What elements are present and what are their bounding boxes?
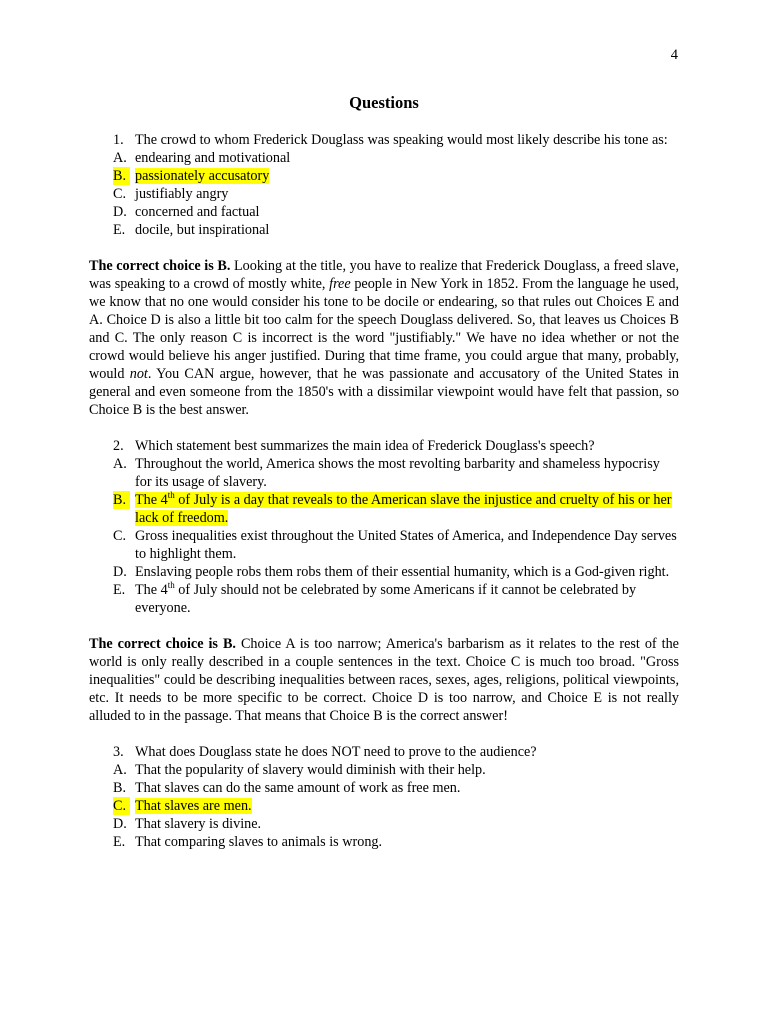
document-body: [89, 131, 679, 851]
answer-explanation-2: [89, 635, 679, 725]
choice-letter: A.: [113, 456, 127, 472]
choice-text: Enslaving people robs them robs them of their essential humanity, which is a God-given right.: [135, 564, 670, 580]
ordinal-suffix: th: [167, 580, 175, 590]
question-number: 2.: [113, 438, 124, 454]
choice-text: That comparing slaves to animals is wrong.: [135, 834, 383, 850]
choice-text: [135, 492, 672, 526]
choice-text: justifiably angry: [135, 186, 229, 202]
explanation-text: people in New York in 1852. From the language he used, we know that no one would consider his tone to be docile or endearing, so that rules out Choices E and A. Choice D is also a little bit too calm for the speech Douglass delivered. So, that leaves us Choices B and C. The only reason C is incorrect is the word "justifiably." We have no idea whether or not the crowd would believe his anger justified. During that time frame, you could argue that many, probably, would: [89, 276, 680, 382]
ordinal-suffix: th: [167, 490, 175, 500]
choice-text: endearing and motivational: [135, 150, 291, 166]
question-text: What does Douglass state he does NOT need to prove to the audience?: [135, 744, 537, 760]
choice-letter: D.: [113, 564, 127, 580]
choice-letter: E.: [113, 582, 126, 598]
choice-text-part: of July is a day that reveals to the American slave the injustice and cruelty of his or her lack of freedom.: [135, 492, 672, 526]
choice-letter: E.: [113, 834, 126, 850]
choice-text: docile, but inspirational: [135, 222, 270, 238]
choice-text: [135, 582, 636, 616]
choice-letter: C.: [113, 528, 127, 544]
choice-a: [89, 149, 679, 167]
choice-e: [89, 833, 679, 851]
choice-text: concerned and factual: [135, 204, 260, 220]
choice-c: [89, 185, 679, 203]
choice-c: [89, 527, 679, 563]
choice-text-part: The 4: [135, 582, 168, 598]
question-3: [89, 743, 679, 761]
choice-letter: C.: [113, 186, 127, 202]
choice-text: That slavery is divine.: [135, 816, 262, 832]
question-1: [89, 131, 679, 149]
correct-choice-label: The correct choice is B.: [89, 636, 236, 652]
explanation-text: . You CAN argue, however, that he was passionate and accusatory of the United States in general and even someone from the 1850's with a dissimilar viewpoint would have felt that passion, so Choice B is the best answer.: [89, 366, 679, 418]
question-text: The crowd to whom Frederick Douglass was speaking would most likely describe his tone as:: [135, 132, 668, 148]
choice-b: [89, 779, 679, 797]
question-text: Which statement best summarizes the main idea of Frederick Douglass's speech?: [135, 438, 595, 454]
choice-text: That slaves can do the same amount of work as free men.: [135, 780, 461, 796]
choice-c: [89, 797, 679, 815]
choice-text: Gross inequalities exist throughout the United States of America, and Independence Day serves to highlight them.: [135, 528, 677, 562]
explanation-emphasis: not: [129, 366, 148, 382]
choice-a: [89, 761, 679, 779]
choice-b: [89, 167, 679, 185]
choice-letter: B.: [113, 780, 127, 796]
choice-list: [89, 455, 679, 617]
choice-letter: B.: [113, 491, 130, 509]
choice-letter: D.: [113, 204, 127, 220]
choice-text: That slaves are men.: [135, 798, 252, 814]
choice-letter: A.: [113, 762, 127, 778]
choice-letter: E.: [113, 222, 126, 238]
question-number: 3.: [113, 744, 124, 760]
answer-explanation-1: [89, 257, 679, 419]
choice-list: [89, 149, 679, 239]
choice-d: [89, 815, 679, 833]
choice-d: [89, 563, 679, 581]
choice-letter: A.: [113, 150, 127, 166]
choice-e: [89, 581, 679, 617]
choice-text-part: The 4: [135, 492, 168, 508]
choice-text: That the popularity of slavery would diminish with their help.: [135, 762, 486, 778]
choice-e: [89, 221, 679, 239]
correct-choice-label: The correct choice is B.: [89, 258, 231, 274]
explanation-emphasis: free: [329, 276, 351, 292]
choice-letter: B.: [113, 167, 130, 185]
choice-a: [89, 455, 679, 491]
page-title: Questions: [349, 93, 419, 112]
explanation-text: Looking at the title, you have to realize that Frederick Douglass, a freed slave, was speaking to a crowd of mostly white,: [89, 258, 679, 292]
choice-text-part: of July should not be celebrated by some Americans if it cannot be celebrated by everyone.: [135, 582, 637, 616]
question-2: [89, 437, 679, 455]
choice-letter: C.: [113, 797, 130, 815]
choice-text: Throughout the world, America shows the most revolting barbarity and shameless hypocrisy for its usage of slavery.: [135, 456, 660, 490]
explanation-text: Choice A is too narrow; America's barbarism as it relates to the rest of the world is only really described in a couple sentences in the text. Choice C is much too broad. "Gross inequalities" could be describing inequalities between races, sexes, ages, religions, political viewpoints, etc. It needs to be more specific to be correct. Choice D is too narrow, and Choice E is not really alluded to in the passage. That means that Choice B is the correct answer!: [89, 636, 679, 724]
page-number: 4: [670, 47, 678, 63]
choice-b: [89, 491, 679, 527]
choice-d: [89, 203, 679, 221]
choice-letter: D.: [113, 816, 127, 832]
question-number: 1.: [113, 132, 124, 148]
choice-list: [89, 761, 679, 851]
choice-text: passionately accusatory: [135, 168, 270, 184]
